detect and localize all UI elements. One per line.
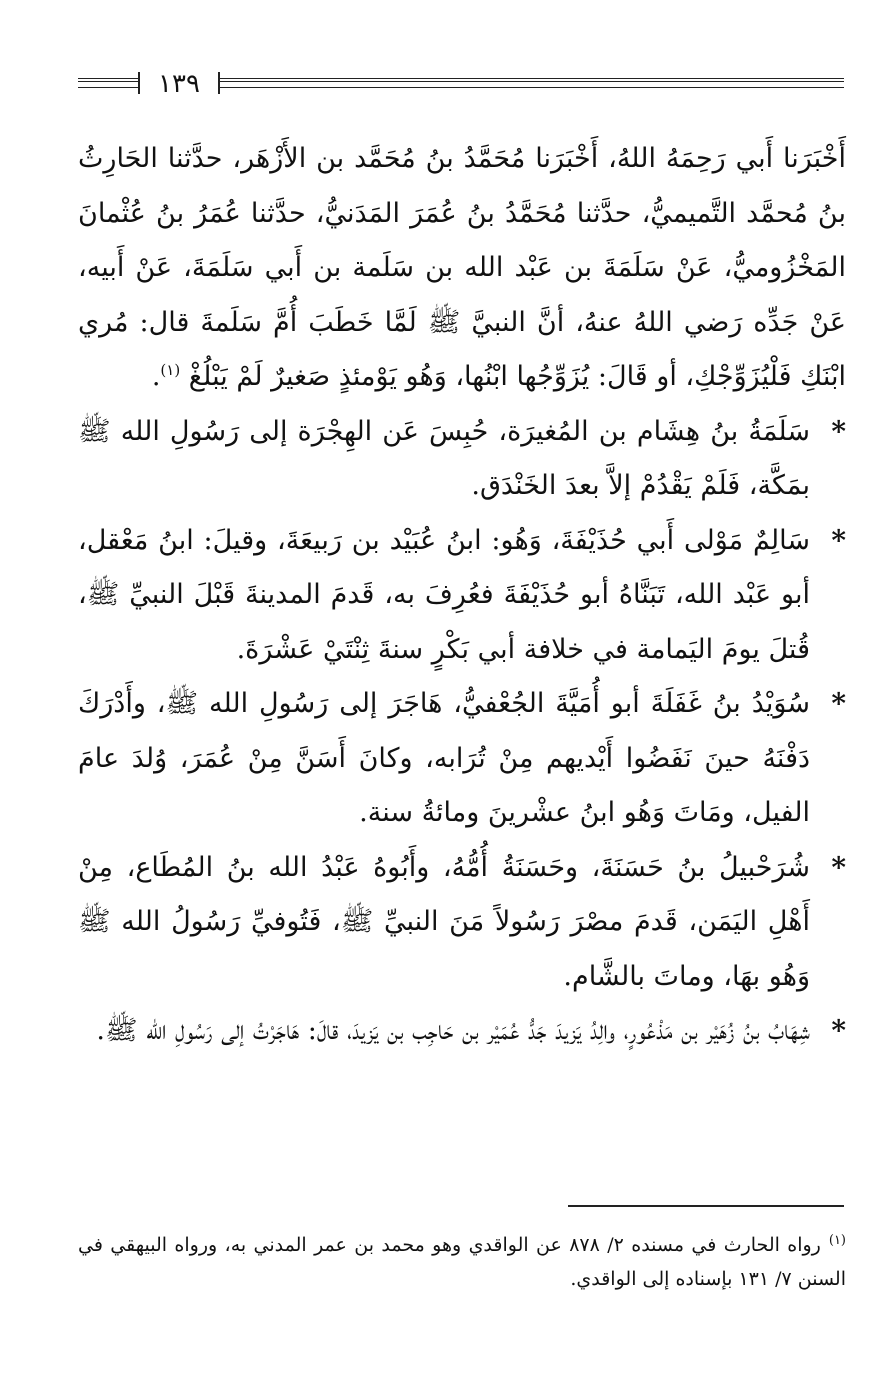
- entry-marker: *: [831, 523, 846, 557]
- footnote-mark: (١): [828, 1232, 846, 1248]
- entry-item: [78, 1004, 846, 1059]
- main-text: [78, 132, 846, 1059]
- footnote-separator: [568, 1205, 844, 1207]
- page-number: ١٣٩: [158, 69, 200, 99]
- entry-item: [78, 677, 846, 841]
- intro-paragraph: [78, 132, 846, 405]
- entry-item: [78, 405, 846, 514]
- page-header: [78, 66, 844, 102]
- entry-marker: *: [831, 414, 846, 448]
- footnote: [78, 1228, 846, 1296]
- entry-item: [78, 514, 846, 678]
- entry-text: شُرَحْبيلُ بنُ حَسَنَةَ، وحَسَنَةُ أُمُّهُ، وأَبُوهُ عَبْدُ الله بنُ المُطَاع، مِنْ أَهْلِ اليَمَن، قَدمَ مصْرَ رَسُولاً مَنَ النبيِّ ﷺ، فَتُوفيِّ رَسُولُ الله ﷺ وَهُو بهَا، وماتَ بالشَّام.: [78, 851, 810, 992]
- entry-marker: *: [831, 687, 846, 720]
- intro-end: .: [151, 361, 161, 392]
- header-rule-left: [78, 78, 138, 88]
- header-rule-cap-left: [138, 72, 140, 94]
- intro-text: أَخْبَرَنا أَبي رَحِمَهُ اللهُ، أَخْبَرَنا مُحَمَّدُ بنُ مُحَمَّد بن الأَزْهَر، حدَّثنا الحَارِثُ بنُ مُحمَّد التَّميميُّ، حدَّثنا مُحَمَّدُ بنُ عُمَرَ المَدَنيُّ، حدَّثنا عُمَرُ بنُ عُثْمانَ المَخْزُوميُّ، عَنْ سَلَمَةَ بن عَبْد الله بن سَلَمة بن أَبي سَلَمَةَ، عَنْ أَبيه، عَنْ جَدِّه رَضي اللهُ عنهُ، أنَّ النبيَّ ﷺ لَمَّا خَطَبَ أُمَّ سَلَمةَ قال: مُري ابْنَكِ فَلْيُزَوِّجْكِ، أو قَالَ: يُزَوِّجُها ابْنُها، وَهُو يَوْمئذٍ صَغيرٌ لَمْ يَبْلُغْ: [78, 143, 846, 392]
- entry-text: سُوَيْدُ بنُ غَفَلَةَ أبو أُمَيَّةَ الجُعْفيُّ، هَاجَرَ إلى رَسُولِ الله ﷺ، وأَدْرَكَ دَفْنَهُ حينَ نَفَضُوا أَيْديهم مِنْ تُرَابه، وكانَ أَسَنَّ مِنْ عُمَرَ، وُلدَ عامَ الفيل، ومَاتَ وَهُو ابنُ عشْرينَ ومائةُ سنة.: [78, 688, 810, 828]
- entry-marker: *: [831, 850, 846, 884]
- entry-marker: *: [831, 1014, 846, 1047]
- header-rule-right: [218, 78, 844, 88]
- footnote-reference: (١): [160, 361, 181, 379]
- entry-text: شِهَابُ بنُ زُهَيْر بن مَذْعُورٍ، والِدُ يَزيدَ جَدُّ عُمَيْر بن حَاجِب بن يَزيدَ، قالَ: هَاجَرْتُ إلى رَسُولِ الله ﷺ.: [96, 1015, 810, 1046]
- entry-item: [78, 841, 846, 1005]
- entry-text: سَالِمٌ مَوْلى أَبي حُذَيْفَةَ، وَهُو: ابنُ عُبَيْد بن رَبيعَةَ، وقيلَ: ابنُ مَعْقل، أبو عَبْد الله، تَبَنَّاهُ أبو حُذَيْفَةَ فعُرِفَ به، قَدمَ المدينةَ قَبْلَ النبيِّ ﷺ، قُتلَ يومَ اليَمامة في خلافة أبي بَكْرٍ سنةَ ثِنْتَيْ عَشْرَةَ.: [78, 524, 810, 665]
- footnote-text: رواه الحارث في مسنده ٢/ ٨٧٨ عن الواقدي وهو محمد بن عمر المدني به، ورواه البيهقي في السنن ٧/ ١٣١ بإسناده إلى الواقدي.: [78, 1234, 846, 1290]
- entry-text: سَلَمَةُ بنُ هِشَام بن المُغيرَة، حُبِسَ عَن الهِجْرَة إلى رَسُولِ الله ﷺ بمَكَّة، فَلَمْ يَقْدُمْ إلاَّ بعدَ الخَنْدَق.: [78, 415, 810, 501]
